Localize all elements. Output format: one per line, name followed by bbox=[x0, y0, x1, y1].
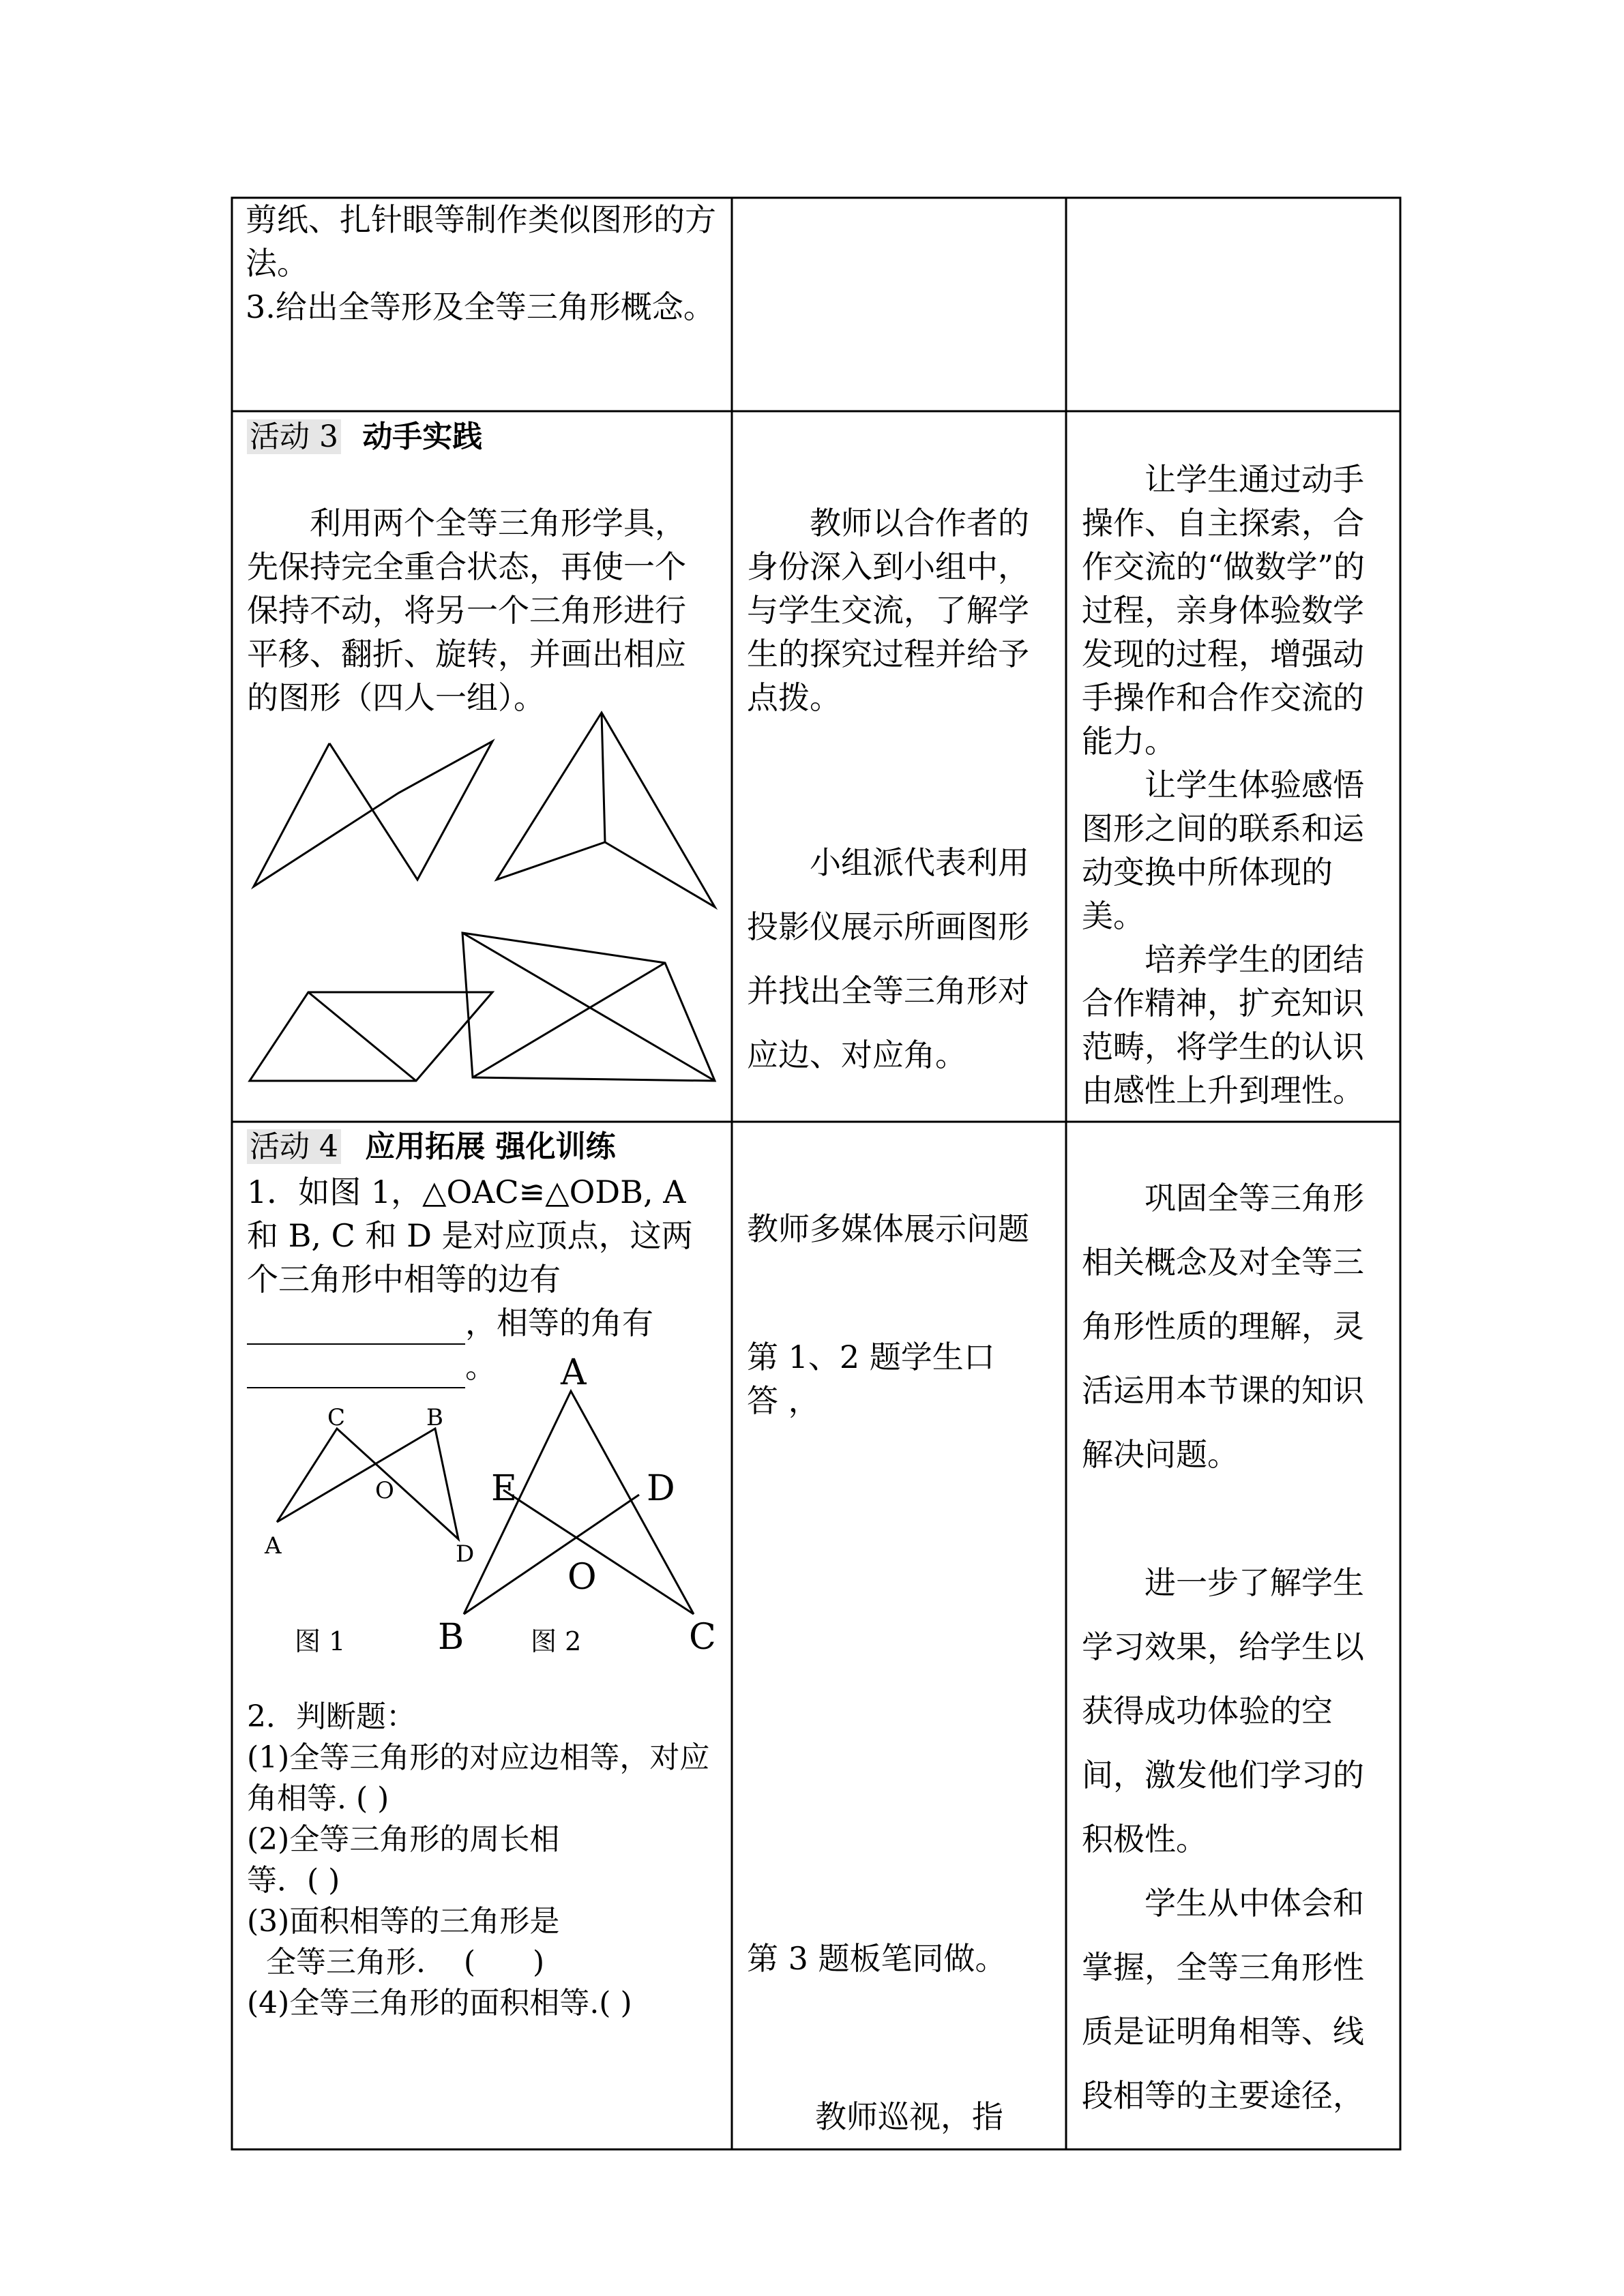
activity3-teacher-text: 教师以合作者的身份深入到小组中，与学生交流，了解学生的探究过程并给予点拨。 bbox=[747, 505, 1029, 716]
activity4-teacher-4: 教师巡视，指 bbox=[815, 2098, 1003, 2135]
activity4-q1-text: 1．如图 1，△OAC≌△ODB, A 和 B, C 和 D 是对应顶点，这两个三角形中相等的边有 bbox=[247, 1174, 693, 1298]
activity3-intent-2: 让学生体验感悟图形之间的联系和运动变换中所体现的美。 bbox=[1082, 766, 1364, 934]
activity3-student-text: 利用两个全等三角形学具，先保持完全重合状态，再使一个保持不动，将另一个三角形进行平移、翻折、旋转，并画出相应的图形（四人一组）。 bbox=[247, 505, 686, 716]
fig1-lines bbox=[277, 1429, 458, 1539]
q2-item-2: (2)全等三角形的周长相等．( ) bbox=[247, 1822, 560, 1898]
fig2-label-b: B bbox=[438, 1617, 464, 1658]
activity3-teacher-text-2: 小组派代表利用投影仪展示所画图形并找出全等三角形对应边、对应角。 bbox=[747, 844, 1029, 1073]
fig1-caption: 图 1 bbox=[295, 1626, 346, 1656]
activity4-intent bbox=[1082, 1166, 1389, 2128]
q2-title: 2．判断题： bbox=[247, 1699, 416, 1734]
row1-text-1: 剪纸、扎针眼等制作类似图形的方法。 bbox=[246, 201, 716, 282]
fig1-label-o: O bbox=[375, 1477, 394, 1504]
fig1-labels bbox=[264, 1404, 474, 1568]
activity4-intent-3: 学生从中体会和掌握，全等三角形性质是证明角相等、线段相等的主要途径， bbox=[1082, 1885, 1364, 2114]
fig1-label-b: B bbox=[426, 1404, 443, 1431]
activity4-q1-text-b: ，相等的角有 bbox=[465, 1304, 653, 1341]
fig1-label-c: C bbox=[327, 1404, 346, 1431]
activity4-tag: 活动 4 bbox=[247, 1129, 341, 1164]
activity3-intent-3: 培养学生的团结合作精神，扩充知识范畴，将学生的认识由感性上升到理性。 bbox=[1082, 941, 1364, 1109]
activity4-teacher-2: 第 1、2 题学生口答 ， bbox=[747, 1339, 995, 1419]
activity4-intent-1: 巩固全等三角形相关概念及对全等三角形性质的理解，灵活运用本节课的知识解决问题。 bbox=[1082, 1180, 1364, 1473]
activity3-tag: 活动 3 bbox=[247, 419, 341, 454]
activity4-q2 bbox=[247, 1697, 718, 2024]
fig2-label-c: C bbox=[689, 1617, 716, 1658]
q2-item-3: (3)面积相等的三角形是 bbox=[247, 1904, 560, 1939]
activity4-teacher-1: 教师多媒体展示问题 bbox=[747, 1210, 1029, 1247]
activity3-intent-1: 让学生通过动手操作、自主探索，合作交流的“做数学”的过程，亲身体验数学发现的过程，增强动手操作和合作交流的能力。 bbox=[1082, 461, 1365, 760]
fig2-caption: 图 2 bbox=[531, 1626, 582, 1656]
activity4-title: 应用拓展 强化训练 bbox=[365, 1129, 616, 1164]
fig2-label-e: E bbox=[491, 1468, 517, 1509]
fig1-label-d: D bbox=[456, 1540, 475, 1568]
fig2-label-a: A bbox=[561, 1352, 587, 1393]
fig2-label-d: D bbox=[647, 1468, 675, 1509]
activity3-title: 动手实践 bbox=[362, 419, 483, 454]
q2-item-3b: 全等三角形. ( ) bbox=[247, 1945, 545, 1980]
activity4-intent-2: 进一步了解学生学习效果，给学生以获得成功体验的空间，激发他们学习的积极性。 bbox=[1082, 1564, 1364, 1858]
fig2-label-o: O bbox=[567, 1557, 597, 1598]
activity4-q1-text-c: 。 bbox=[465, 1348, 497, 1385]
row1-text-2: 3.给出全等形及全等三角形概念。 bbox=[246, 288, 715, 325]
q2-item-1: (1)全等三角形的对应边相等，对应角相等. ( ) bbox=[247, 1740, 710, 1816]
fig1-label-a: A bbox=[265, 1532, 282, 1560]
q2-item-4: (4)全等三角形的面积相等.( ) bbox=[247, 1986, 632, 2021]
activity4-teacher-3: 第 3 题板笔同做。 bbox=[747, 1940, 1007, 1977]
fig2-labels bbox=[438, 1352, 716, 1658]
